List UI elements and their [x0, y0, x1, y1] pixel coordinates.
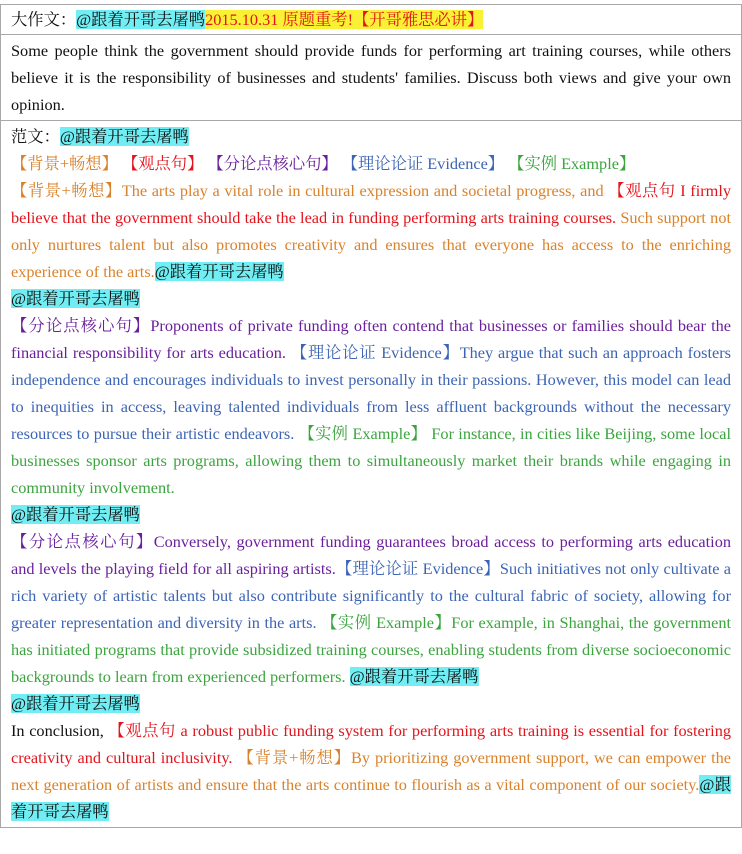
- essay-segment-orange: 【背景+畅想】By prioritizing government support, we can empower the next generation of artists and ensure that the arts continue to flourish as a vital component of our society.: [11, 748, 732, 794]
- author-tag: @跟着开哥去屠鸭: [349, 667, 479, 686]
- essay-segment-purple: 【分论点核心句】: [203, 154, 338, 173]
- essay-segment-purple: 【分论点核心句】Conversely, government funding guarantees broad access to performing arts education and levels the playing field for all aspiring artists.: [11, 532, 731, 578]
- essay-segment-red: 【观点句 I firmly believe that the government should take the lead in funding performing arts training courses.: [11, 181, 731, 227]
- essay-paragraph: [11, 150, 731, 177]
- essay-segment-black: In conclusion,: [11, 721, 109, 740]
- essay-paragraph: [11, 501, 731, 528]
- series-label: 【开哥雅思必讲】: [353, 10, 484, 29]
- essay-paragraph: [11, 528, 731, 690]
- task-label: 大作文：: [11, 10, 77, 29]
- essay-paragraph: [11, 717, 731, 825]
- essay-row: [1, 121, 742, 828]
- date-note: 2015.10.31 原题重考!: [205, 10, 353, 29]
- essay-segment-black: 范文：: [11, 127, 60, 146]
- essay-segment-purple: 【分论点核心句】Proponents of private funding often contend that businesses or families should bear the financial responsibility for arts education.: [11, 316, 731, 362]
- essay-segment-orange: Such support not only nurtures talent but also promotes creativity and ensures that everyone has access to the enriching experience of the arts.: [11, 208, 731, 281]
- essay-paragraph: [11, 285, 731, 312]
- author-tag: @跟着开哥去屠鸭: [11, 694, 140, 713]
- author-tag: @跟着开哥去屠鸭: [154, 262, 284, 281]
- author-tag: @跟着开哥去屠鸭: [11, 505, 140, 524]
- essay-segment-blue: 【理论论证 Evidence】: [337, 154, 505, 173]
- essay-segment-red: 【观点句 a robust public funding system for performing arts training is essential for fostering creativity and cultural inclusivity.: [11, 721, 731, 767]
- essay-cell: [1, 121, 742, 828]
- author-tag: @跟着开哥去屠鸭: [59, 127, 189, 146]
- title-row: [1, 5, 742, 35]
- author-tag: @跟着开哥去屠鸭: [11, 775, 731, 821]
- essay-paragraph: [11, 690, 731, 717]
- title-cell: [1, 5, 742, 35]
- author-tag: @跟着开哥去屠鸭: [11, 289, 140, 308]
- essay-segment-green: 【实例 Example】 For instance, in cities like Beijing, some local businesses sponsor arts programs, allowing them to simultaneously market their brands while engaging in community involvement.: [11, 424, 731, 497]
- prompt-row: [1, 35, 742, 121]
- prompt-cell: Some people think the government should provide funds for performing art training courses, while others believe it is the responsibility of businesses and students' families. Discuss both views and give your own opinion.: [1, 35, 742, 121]
- essay-segment-green: 【实例 Example】For example, in Shanghai, the government has initiated programs that provide subsidized training courses, enabling students from diverse socioeconomic backgrounds to learn from experienced performers.: [11, 613, 732, 686]
- essay-segment-orange: 【背景+畅想】: [11, 154, 118, 173]
- author-tag: @跟着开哥去屠鸭: [76, 10, 206, 29]
- essay-paragraph: [11, 123, 731, 150]
- essay-segment-blue: 【理论论证 Evidence】They argue that such an approach fosters independence and encourages individuals to invest personally in their passions. However, this model can lead to inequities in access, leaving talented individuals from less affluent backgrounds without the necessary resources to pursue their artistic endeavors.: [11, 343, 731, 443]
- essay-segment-blue: 【理论论证 Evidence】Such initiatives not only cultivate a rich variety of artistic talents but also contribute significantly to the cultural fabric of society, allowing for greater representation and diversity in the arts.: [11, 559, 732, 632]
- essay-segment-red: 【观点句】: [117, 154, 204, 173]
- essay-paragraph: [11, 312, 731, 501]
- essay-table: [0, 4, 742, 828]
- essay-paragraph: [11, 177, 731, 285]
- essay-segment-green: 【实例 Example】: [504, 154, 636, 173]
- essay-segment-orange: 【背景+畅想】The arts play a vital role in cultural expression and societal progress, and: [11, 181, 609, 200]
